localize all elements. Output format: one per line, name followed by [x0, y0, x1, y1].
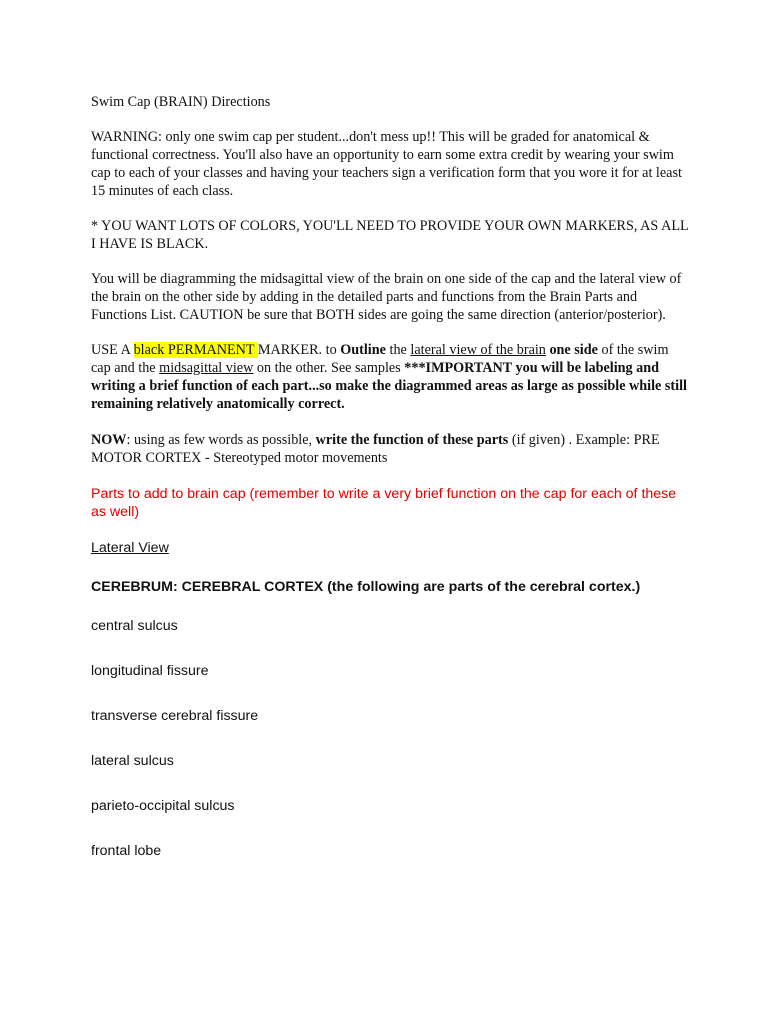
red-instructions: Parts to add to brain cap (remember to write a very brief function on the cap for each of these as well) — [91, 486, 677, 520]
list-item: transverse cerebral fissure — [91, 708, 259, 724]
parts-list — [91, 617, 691, 860]
list-item: lateral sulcus — [91, 753, 174, 769]
diagram-paragraph: You will be diagramming the midsagittal view of the brain on one side of the cap and the lateral view of the brain on the other side by adding in the detailed parts and functions from the Brain Parts and Functions List. CAUTION be sure that BOTH sides are going the same direction (anterior/posterior). — [91, 271, 682, 323]
bold-outline: Outline — [340, 342, 386, 358]
lateral-view-heading: Lateral View — [91, 540, 169, 556]
text-run: on the other. See samples — [253, 360, 405, 376]
text-run: of the swim cap and the — [91, 342, 669, 376]
colors-note: * YOU WANT LOTS OF COLORS, YOU'LL NEED TO PROVIDE YOUR OWN MARKERS, AS ALL I HAVE IS BLACK. — [91, 218, 689, 252]
document-title: Swim Cap (BRAIN) Directions — [91, 94, 271, 110]
bold-one-side: one side — [549, 342, 598, 358]
text-run: MARKER. to — [257, 342, 341, 358]
midsagittal-view-underlined: midsagittal view — [159, 360, 254, 376]
now-bold-instruction: write the function of these parts — [315, 432, 509, 448]
important-note: ***IMPORTANT you will be labeling and writing a brief function of each part...so make the diagrammed areas as large as possible while still remaining relatively anatomically correct. — [91, 360, 687, 412]
list-item: parieto-occipital sulcus — [91, 798, 235, 814]
warning-paragraph: WARNING: only one swim cap per student...don't mess up!! This will be graded for anatomical & functional correctness. You'll also have an opportunity to earn some extra credit by wearing your swim cap to each of your classes and having your teachers sign a verification form that you wore it for at least 15 minutes of each class. — [91, 129, 682, 199]
text-run: : using as few words as possible, — [126, 432, 316, 448]
text-run: (if given) . Example: PRE MOTOR CORTEX - Stereotyped motor movements — [91, 432, 660, 466]
now-label: NOW — [91, 432, 127, 448]
list-item: central sulcus — [91, 618, 178, 634]
text-run: USE A — [91, 342, 134, 358]
cerebrum-heading: CEREBRUM: CEREBRAL CORTEX (the following are parts of the cerebral cortex.) — [91, 579, 641, 595]
now-paragraph — [91, 431, 691, 467]
text-run: the — [385, 342, 411, 358]
use-marker-paragraph — [91, 341, 691, 413]
document-page — [91, 93, 691, 887]
list-item: frontal lobe — [91, 843, 162, 859]
lateral-view-underlined: lateral view of the brain — [410, 342, 546, 358]
highlighted-text: black PERMANENT — [133, 342, 258, 358]
list-item: longitudinal fissure — [91, 663, 209, 679]
